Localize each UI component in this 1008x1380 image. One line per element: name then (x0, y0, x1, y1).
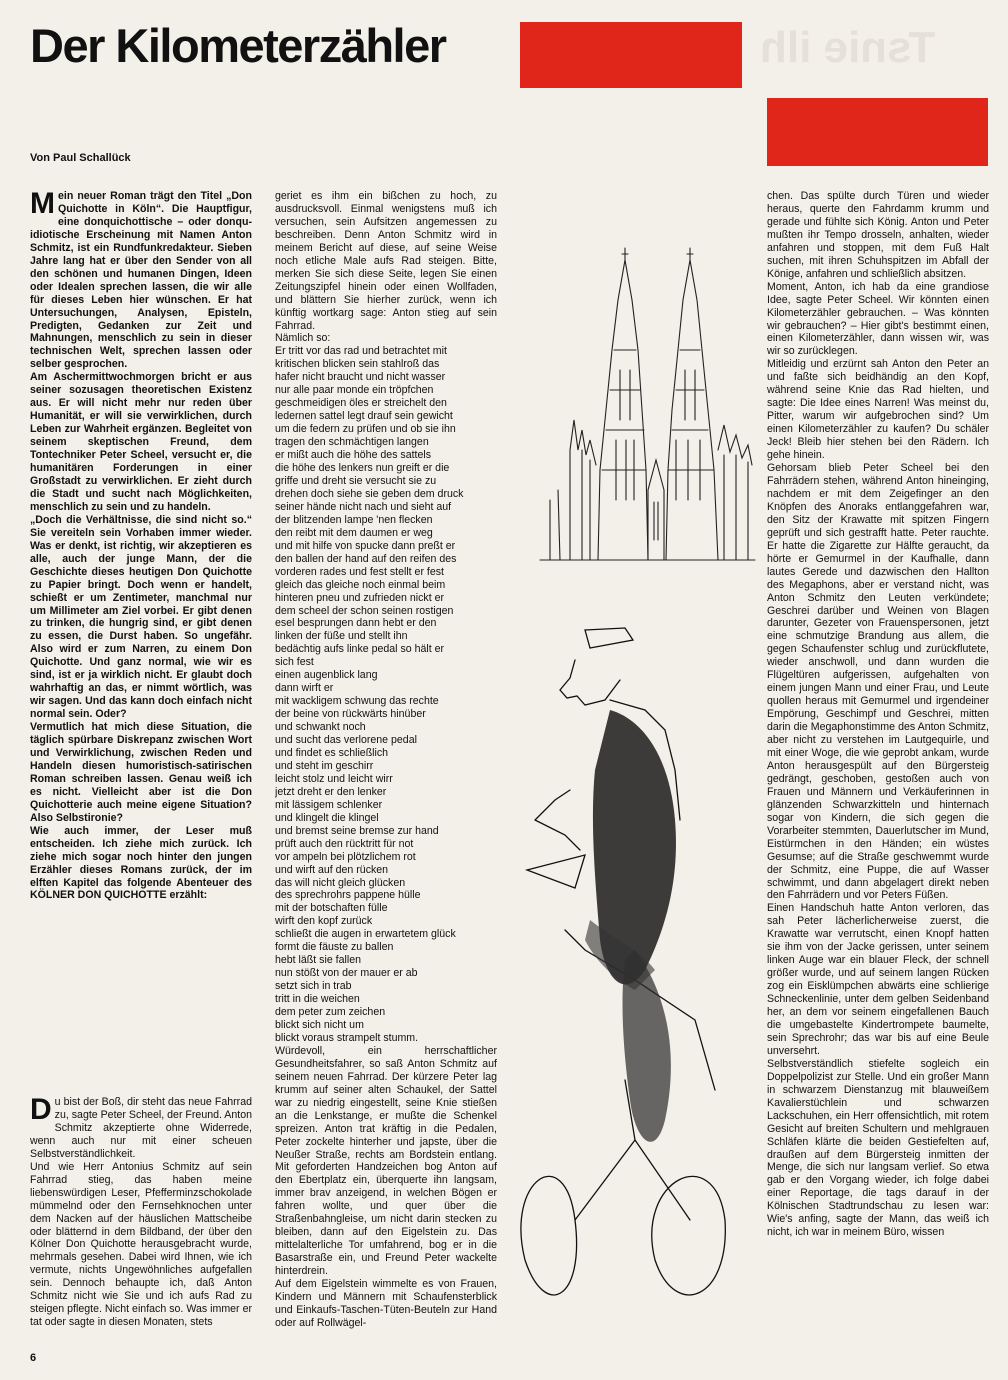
story-paragraph: geriet es ihm ein bißchen zu hoch, zu ausdrucksvoll. Einmal wenigstens muß ich versuchen, sein Aufsitzen angemessen zu beschreiben. Denn Anton Schmitz wird in meinem Bericht auf diese, auf seine Weise noch etliche Male aufs Rad steigen. Bitte, merken Sie sich diese Seite, legen Sie einen Zeitungszipfel hinein oder einen Wollfaden, und blättern Sie hierher zurück, wenn ich künftig wortkarg sage: Anton stieg auf sein Fahrrad. (275, 190, 497, 332)
verse-line: und wirft auf den rücken (275, 863, 389, 876)
verse-line: den ballen der hand auf den reifen des (275, 552, 457, 565)
verse-line: um die federn zu prüfen und ob sie ihn (275, 423, 456, 436)
drop-cap: M (30, 190, 55, 220)
story-paragraph: Nämlich so: (275, 332, 331, 345)
verse-line: die höhe des lenkers nun greift er die (275, 462, 450, 475)
verse-line: hinteren pneu und zufrieden nickt er (275, 591, 445, 604)
verse-line: tragen den schmächtigen langen (275, 436, 429, 449)
story-paragraph: Und wie Herr Antonius Schmitz auf sein Fahrrad stieg, das haben meine liebenswürdigen Leser, Pfefferminzschokolade mümmelnd oder den Fernsehknochen unter dem Nacken auf der häuslichen Mattscheibe oder blätternd in dem Bildband, der über den Kölner Don Quichotte herausgebracht wurde, mehrmals gesehen. Dabei wird Ihnen, wie ich vermute, nichts Ungewöhnliches aufgefallen sein. Dennoch behaupte ich, daß Anton Schmitz nicht wie Sie und ich aufs Rad zu steigen pflegte. Nicht einfach so. Was immer er tat oder sagte in diesen Monaten, stets (30, 1160, 252, 1329)
cyclist-illustration (515, 620, 745, 1330)
verse-line: blickt sich nicht um (275, 1019, 364, 1031)
intro-paragraph: „Doch die Verhältnisse, die sind nicht so.“ Sie vereiteln sein Vorhaben immer wieder. Was er denkt, ist richtig, wir akzeptieren es alle, auch der junge Mann, der die Geschichte dieses heutigen Don Quichotte zu Papier bringt. Doch wenn er handelt, schießt er um Zentimeter, manchmal nur um Millimeter am Ziel vorbei. Er gibt denen zu trinken, die hungrig sind, er gibt denen zu essen, die Durst haben. So ungefähr. Also wird er zum Narren, zu einem Don Quichotte. Und ganz normal, wie wir es sind, ist er ja wirklich nicht. Er glaubt doch wahrhaftig an das, er nimmt wörtlich, was wir sagen. Und das kann doch einfach nicht normal sein. Oder? (30, 513, 252, 721)
verse-line: esel besprungen dann hebt er den (275, 617, 437, 630)
story-paragraph: Einen Handschuh hatte Anton verloren, das sah Peter lächerlicherweise zuerst, die Krawatte war verrutscht, einen Knopf hatten sie ihm von der Jacke gerissen, unter seinem linken Auge war ein blauer Fleck, der schnell größer wurde, und auf seinem langen Rücken zog ein Eisklümpchen abwärts eine schlierige Schneckenlinie, unter dem gelben Seidenband her, an dem vor seinem eingefallenen Bauch die umgebastelte Kindertrompete baumelte, sein Sprechrohr; das war bis auf eine Beule unversehrt. (767, 902, 989, 1057)
page-number: 6 (30, 1352, 37, 1364)
story-paragraph: Moment, Anton, ich hab da eine grandiose Idee, sagte Peter Scheel. Wir könnten einen Kilometerzähler gebrauchen. – Was könnten wir gebrauchen? – Hier gibt's bestimmt einen, einen Kilometerzähler, dann wissen wir, was wir so zurücklegen. (767, 280, 989, 358)
drop-cap: D (30, 1096, 52, 1126)
verse-line: kritischen blicken sein stahlroß das (275, 358, 440, 371)
verse-line: hebt läßt sie fallen (275, 954, 361, 967)
verse-line: blickt voraus strampelt stumm. (275, 1031, 419, 1044)
article-title: Der Kilometerzähler (30, 19, 446, 72)
verse-line: das will nicht gleich glücken (275, 876, 406, 889)
cathedral-illustration (530, 240, 760, 570)
verse-line: dann wirft er (275, 682, 334, 695)
verse-line: formt die fäuste zu ballen (275, 941, 394, 954)
verse-line: und bremst seine bremse zur hand (275, 824, 439, 837)
verse-line: seiner hände nicht nach und sieht auf (275, 500, 452, 513)
verse-line: der blitzenden lampe 'nen flecken (275, 513, 433, 526)
intro-paragraph: Wie auch immer, der Leser muß entscheiden. Ich ziehe mich zurück. Ich ziehe mich sogar noch hinter den jungen Erzähler dieses Romans zurück, der im elften Kapitel das folgende Abenteuer des KÖLNER DON QUICHOTTE erzählt: (30, 824, 252, 902)
verse-line: und steht im geschirr (275, 759, 374, 772)
verse-line: prüft auch den rücktritt für not (275, 837, 414, 850)
mirrored-show-through-text: Tsnie ilh (760, 23, 936, 72)
verse-line: setzt sich in trab (275, 980, 352, 993)
verse-line: leicht stolz und leicht wirr (275, 772, 393, 785)
verse-line: gleich das gleiche noch einmal beim (275, 578, 446, 591)
verse-line: und schwankt noch (275, 721, 366, 734)
verse-line: drehen doch siehe sie geben dem druck (275, 487, 464, 500)
verse-line: nur alle paar monde ein tröpfchen (275, 384, 434, 397)
story-column-4 (767, 190, 989, 1340)
intro-paragraph: Mein neuer Roman trägt den Titel „Don Quichotte in Köln“. Die Hauptfigur, eine donquichottische – oder donqu-idiotische Erscheinung mit Namen Anton Schmitz, ist ein Rundfunkredakteur. Sieben Jahre lang hat er über den Sender von all den schönen und humanen Dingen, Ideen oder Idealen sprechen lassen, die wir alle für dieses Leben hier wünschen. Er hat Untersuchungen, Analysen, Episteln, Predigten, Gedanken zur Zeit und Mahnungen, menschlich zu sein in dieser technischen Welt, sprechen lassen oder selber gesprochen. (30, 190, 252, 371)
verse-line: hafer nicht braucht und nicht wasser (275, 371, 446, 384)
intro-column (30, 190, 252, 1015)
story-column-2 (275, 190, 497, 1340)
verse-line: und klingelt die klingel (275, 811, 379, 824)
verse-line: tritt in die weichen (275, 993, 360, 1006)
verse-line: mit wackligem schwung das rechte (275, 695, 439, 708)
red-accent-block (520, 22, 742, 88)
poem-verse (275, 345, 497, 1044)
verse-line: Er tritt vor das rad und betrachtet mit (275, 345, 447, 358)
red-accent-block (767, 98, 988, 166)
story-paragraph: Mitleidig und erzürnt sah Anton den Peter an und faßte sich beidhändig an den Kopf, während seine Knie das Rad hielten, und sagte: Die Idee eines Narren! Was meinst du, Pitter, warum wir aufgebrochen sind? Um einen Kilometerzähler zu kaufen? Du schäler Jeck! Bleib hier stehen bei den Rädern. Ich gehe hinein. (767, 358, 989, 462)
verse-line: dem peter zum zeichen (275, 1006, 386, 1019)
byline: Von Paul Schallück (30, 152, 131, 164)
verse-line: einen augenblick lang (275, 669, 378, 682)
verse-line: den reibt mit dem daumen er weg (275, 526, 433, 539)
verse-line: vorderen rades und fest stellt er fest (275, 565, 444, 578)
verse-line: und findet es schließlich (275, 746, 389, 759)
verse-line: griffe und dreht sie versucht sie zu (275, 474, 437, 487)
verse-line: linken der füße und stellt ihn (275, 630, 408, 643)
verse-line: der beine von rückwärts hinüber (275, 708, 426, 721)
verse-line: des sprechrohrs pappene hülle (275, 889, 421, 902)
verse-line: jetzt dreht er den lenker (275, 785, 387, 798)
verse-line: er mißt auch die höhe des sattels (275, 449, 432, 462)
verse-line: ledernen sattel legt drauf sein gewicht (275, 410, 453, 423)
verse-line: dem scheel der schon seinen rostigen (275, 604, 454, 617)
story-paragraph: Auf dem Eigelstein wimmelte es von Frauen, Kindern und Männern mit Schaufensterblick und Einkaufs-Taschen-Tüten-Beuteln zur Hand oder auf Rollwägel- (275, 1278, 497, 1329)
verse-line: nun stößt von der mauer er ab (275, 967, 418, 980)
verse-line: und sucht das verlorene pedal (275, 734, 417, 747)
verse-line: geschmeidigen öles er streichelt den (275, 397, 447, 410)
story-column-start (30, 1096, 252, 1344)
story-paragraph: Gehorsam blieb Peter Scheel bei den Fahrrädern stehen, während Anton hineinging, nachdem er mit dem Zeigefinger an den Knöpfen des Anoraks entlanggefahren war, den Sitz der Krawatte mit spitzen Fingern geprüft und sich gestrafft hatte. Peter rauchte. Er hatte die Zigarette zur Hälfte geraucht, da hörte er Gemurmel in der Kaufhalle, dann lautes Gerede und dazwischen den Hallton des Megaphons, aber er verstand nicht, was Anton Schmitz den Leuten verkündete; Geschrei darüber und Weinen von Blagen darunter, Gezeter von Frauenspersonen, jetzt eine schmutzige Brandung aus allem, die gegen Schaufenster schlug und zurückflutete, wieder anschwoll, und dann wurden die Flügeltüren aufgerissen, aufgehalten von einem jungen Mann und einer Frau, und Leute quollen heraus mit Gemurmel und irgendeiner Empörung, Geschimpf und Geschrei, mitten darin die Megaphonstimme des Anton Schmitz, aber nicht zu verstehen im Lautgequirle, und mit einer Woge, die wie geprobt ankam, wurde Anton herausgespült auf den Bürgersteig gedrängt, geschoben, gestoßen auch von Frauen und Männern und Verkäuferinnen in glänzenden Schwarzkitteln und hinternach sogar von Kindern, die sich gegen die Vorarbeiter stemmten, Dauerlutscher im Mund, Eistürmchen in den Händen; ein wüstes Gesumse; auf die Straße geschwemmt wurde der Schmitz, eine Puppe, die auf Wasser schwimmt, und dann abgelagert direkt neben den Fahrrädern und vor Peters Füßen. (767, 462, 989, 902)
intro-paragraph: Vermutlich hat mich diese Situation, die täglich spürbare Diskrepanz zwischen Wort und Verwirklichung, zwischen Reden und Handeln diesen humoristisch-satirischen Roman schreiben lassen. Genau weiß ich es nicht. Vielleicht aber ist die Don Quichotterie auch meine eigene Situation? Also Selbstironie? (30, 721, 252, 824)
verse-line: wirft den kopf zurück (275, 915, 373, 928)
story-paragraph: chen. Das spülte durch Türen und wieder heraus, querte den Fahrdamm krumm und gerade und fühlte sich König. Anton und Peter mußten ihr Tempo drosseln, anhalten, wieder anfahren und stoppen, mit dem Fuß Halt suchen, mit ihren Schuhspitzen im Abfall der Könige, anfahren und schließlich absitzen. (767, 190, 989, 280)
verse-line: mit der botschaften fülle (275, 902, 388, 915)
verse-line: vor ampeln bei plötzlichem rot (275, 850, 416, 863)
verse-line: schließt die augen in erwartetem glück (275, 928, 456, 941)
verse-line: bedächtig aufs linke pedal so hält er (275, 643, 445, 656)
story-paragraph: Würdevoll, ein herrschaftlicher Gesundheitsfahrer, so saß Anton Schmitz auf seinem neuen Fahrrad. Der kürzere Peter lag krumm auf seiner alten Schaukel, der Sattel war zu niedrig eingestellt, seine Knie stießen an die Lenkstange, er mußte die Schenkel spreizen. Anton trat kräftig in die Pedalen, Peter zockelte hinterher und japste, über die Neußer Straße, rechts am Bordstein entlang. Mit geforderten Handzeichen bog Anton auf den Ebertplatz ein, überquerte ihn langsam, immer brav anzeigend, in welchen Bögen er fahren wollte, und quer über die Straßenbahngleise, um nicht darin stecken zu bleiben, dann auf den Eigelstein zu. Das mittelalterliche Tor umfahrend, bog er in die Basarstraße ein, und Freund Peter wackelte hinterdrein. (275, 1044, 497, 1278)
story-paragraph: Du bist der Boß, dir steht das neue Fahrrad zu, sagte Peter Scheel, der Freund. Anton Schmitz akzeptierte ohne Widerrede, wenn auch nur mit einer scheuen Selbstverständlichkeit. (30, 1096, 252, 1160)
story-paragraph: Selbstverständlich stiefelte sogleich ein Doppelpolizist zur Stelle. Und ein großer Mann in schwarzem Dienstanzug mit blauweißem Kavalierstüchlein und schwarzen Lackschuhen, ein Herr offensichtlich, mit rotem Gesicht auf breiten Schultern und mehlgrauen Schläfen klärte die beiden Gestiefelten auf, draußen auf dem Bürgersteig inmitten der Menge, die sich nur langsam verlief. So etwa gab er den Vorgang wieder, ich folge dabei einer Reportage, die tags darauf in der Kölnischen Stadtrundschau zu lesen war: Wie's anfing, sagte der Mann, das weiß ich nicht, ich war in meinem Büro, wissen (767, 1057, 989, 1239)
verse-line: mit lässigem schlenker (275, 798, 383, 811)
intro-paragraph: Am Aschermittwochmorgen bricht er aus seiner sozusagen theoretischen Existenz aus. Er will nicht mehr nur reden über Humanität, er will sie verwirklichen, durch Leben zur Wahrheit ergänzen. Begleitet von seinem skeptischen Freund, dem Tontechniker Peter Scheel, versucht er, die humanitären Forderungen in einer Großstadt zu verwirklichen. Er zieht durch die Stadt und sucht nach Möglichkeiten, menschlich zu sein und zu handeln. (30, 371, 252, 513)
verse-line: sich fest (275, 656, 314, 669)
verse-line: und mit hilfe von spucke dann preßt er (275, 539, 456, 552)
